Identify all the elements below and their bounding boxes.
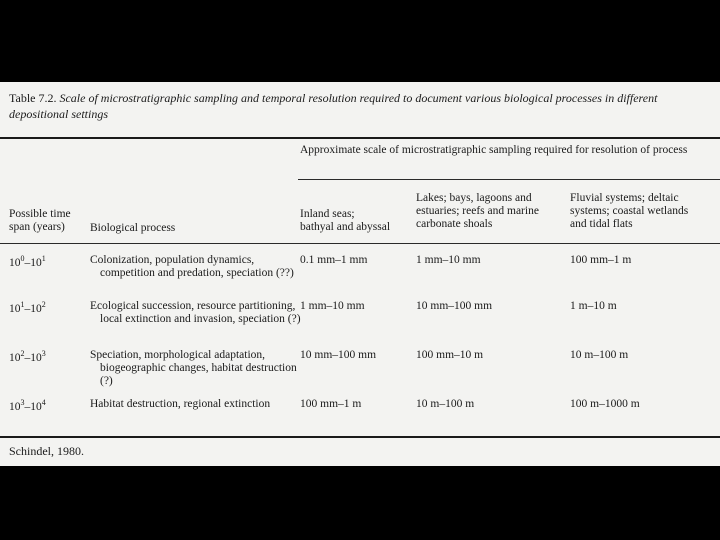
row-4-process: Habitat destruction, regional extinction bbox=[90, 398, 271, 410]
row-3-time-exp2: 3 bbox=[41, 349, 46, 358]
row-4-time-sep: –10 bbox=[24, 400, 42, 413]
row-1-time bbox=[9, 252, 87, 270]
row-1-inland: 0.1 mm–1 mm bbox=[300, 254, 368, 266]
row-1-fluvial: 100 mm–1 m bbox=[570, 254, 632, 266]
header-fluvial: Fluvial systems; deltaic systems; coastal wetlands and tidal flats bbox=[570, 192, 689, 230]
top-rule bbox=[0, 137, 720, 139]
table-page bbox=[0, 82, 720, 466]
row-1-lakes: 1 mm–10 mm bbox=[416, 254, 481, 266]
row-3-lakes: 100 mm–10 m bbox=[416, 349, 484, 361]
table-number: Table 7.2. bbox=[9, 91, 57, 105]
row-3-time-base: 10 bbox=[9, 351, 21, 364]
row-4-time bbox=[9, 396, 87, 414]
header-time-span: Possible time span (years) bbox=[9, 208, 71, 233]
row-2-time-sep: –10 bbox=[24, 302, 42, 315]
row-1-time-base: 10 bbox=[9, 256, 21, 269]
row-2-inland: 1 mm–10 mm bbox=[300, 300, 365, 312]
row-2-time bbox=[9, 298, 87, 316]
row-3-time bbox=[9, 347, 87, 365]
header-inland-seas: Inland seas; bathyal and abyssal bbox=[300, 208, 391, 233]
row-4-time-base: 10 bbox=[9, 400, 21, 413]
table-source: Schindel, 1980. bbox=[9, 444, 84, 458]
header-rule bbox=[0, 243, 720, 244]
row-3-inland: 10 mm–100 mm bbox=[300, 349, 377, 361]
group-heading: Approximate scale of microstratigraphic sampling required for resolution of process bbox=[300, 144, 688, 156]
row-2-process: Ecological succession, resource partitioning, local extinction and invasion, speciation (?) bbox=[90, 300, 301, 325]
table-caption bbox=[9, 90, 709, 122]
row-4-time-exp1: 3 bbox=[20, 398, 25, 407]
row-4-time-exp2: 4 bbox=[41, 398, 46, 407]
row-4-inland: 100 mm–1 m bbox=[300, 398, 362, 410]
row-3-time-sep: –10 bbox=[24, 351, 42, 364]
row-3-process: Speciation, morphological adaptation, biogeographic changes, habitat destruction (?) bbox=[90, 349, 297, 387]
row-1-time-exp1: 0 bbox=[20, 254, 25, 263]
row-1-time-sep: –10 bbox=[24, 256, 42, 269]
row-1-process: Colonization, population dynamics, competition and predation, speciation (??) bbox=[90, 254, 294, 279]
row-1-time-exp2: 1 bbox=[41, 254, 46, 263]
row-2-fluvial: 1 m–10 m bbox=[570, 300, 617, 312]
table-title: Scale of microstratigraphic sampling and temporal resolution required to document various biological processes in different depositional settings bbox=[9, 91, 658, 121]
row-2-time-base: 10 bbox=[9, 302, 21, 315]
group-rule bbox=[298, 179, 720, 180]
bottom-rule bbox=[0, 436, 720, 438]
row-2-time-exp1: 1 bbox=[20, 300, 25, 309]
row-4-fluvial: 100 m–1000 m bbox=[570, 398, 640, 410]
row-2-time-exp2: 2 bbox=[41, 300, 46, 309]
header-lakes: Lakes; bays, lagoons and estuaries; reefs and marine carbonate shoals bbox=[416, 192, 539, 230]
row-4-lakes: 10 m–100 m bbox=[416, 398, 475, 410]
header-biological-process: Biological process bbox=[90, 222, 176, 234]
row-2-lakes: 10 mm–100 mm bbox=[416, 300, 493, 312]
row-3-time-exp1: 2 bbox=[20, 349, 25, 358]
row-3-fluvial: 10 m–100 m bbox=[570, 349, 629, 361]
